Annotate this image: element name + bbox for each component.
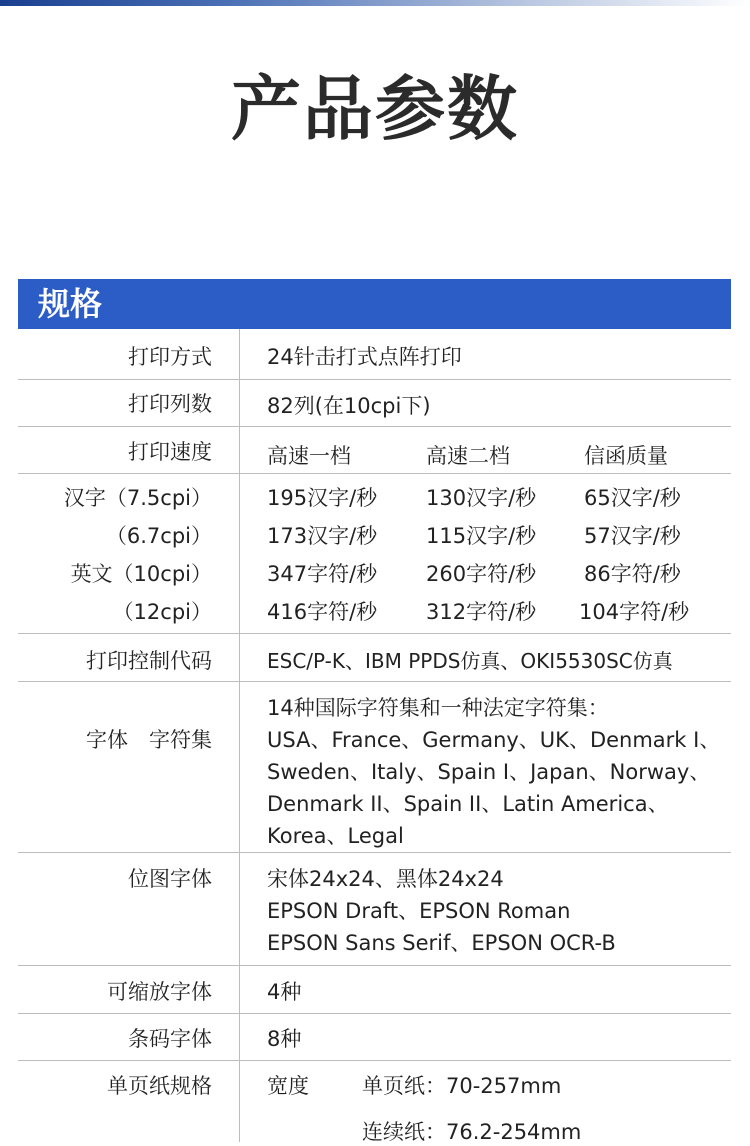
speed-value-cell: 195汉字/秒 <box>267 486 378 510</box>
page-title: 产品参数 <box>231 68 519 150</box>
row-label: 单页纸规格 <box>107 1074 212 1098</box>
charset-line: USA、France、Germany、UK、Denmark I、 <box>267 728 721 752</box>
row-sheet-paper <box>18 1061 731 1142</box>
row-bitmap-font <box>18 853 731 966</box>
row-print-method <box>18 329 731 380</box>
speed-sub-label: 汉字（7.5cpi） <box>63 486 212 510</box>
charset-line: Denmark II、Spain II、Latin America、 <box>267 792 669 816</box>
sheet-paper-sub-label: 宽度 <box>267 1074 309 1098</box>
bitmap-font-line: EPSON Draft、EPSON Roman <box>267 899 571 923</box>
row-label: 条码字体 <box>128 1027 212 1051</box>
speed-value-cell: 104字符/秒 <box>579 600 690 624</box>
speed-sub-label: 英文（10cpi） <box>70 562 212 586</box>
speed-value-cell: 416字符/秒 <box>267 600 378 624</box>
speed-value-cell: 115汉字/秒 <box>426 524 537 548</box>
row-value: 8种 <box>267 1027 302 1051</box>
speed-sub-label: （12cpi） <box>112 600 212 624</box>
speed-value-cell: 130汉字/秒 <box>426 486 537 510</box>
row-scalable-font <box>18 966 731 1014</box>
speed-header-cell: 高速二档 <box>426 444 510 468</box>
row-label: 位图字体 <box>128 867 212 891</box>
speed-value-cell: 86字符/秒 <box>584 562 681 586</box>
row-value: ESC/P-K、IBM PPDS仿真、OKI5530SC仿真 <box>267 649 673 673</box>
speed-value-cell: 347字符/秒 <box>267 562 378 586</box>
section-title: 规格 <box>38 285 103 323</box>
row-value: 4种 <box>267 980 302 1004</box>
section-header <box>18 279 731 329</box>
row-print-speed-header <box>18 427 731 474</box>
speed-header-cell: 信函质量 <box>584 444 668 468</box>
row-print-columns <box>18 380 731 427</box>
bitmap-font-line: EPSON Sans Serif、EPSON OCR-B <box>267 931 616 955</box>
speed-header-cell: 高速一档 <box>267 444 351 468</box>
row-print-speed-values <box>18 474 731 634</box>
row-value: 82列(在10cpi下) <box>267 394 431 418</box>
speed-value-cell: 312字符/秒 <box>426 600 537 624</box>
row-label: 字体 字符集 <box>86 728 212 752</box>
row-control-code <box>18 634 731 682</box>
speed-value-cell: 260字符/秒 <box>426 562 537 586</box>
speed-value-cell: 65汉字/秒 <box>584 486 681 510</box>
row-label: 可缩放字体 <box>107 980 212 1004</box>
charset-line: Korea、Legal <box>267 824 404 848</box>
speed-value-cell: 57汉字/秒 <box>584 524 681 548</box>
top-accent-bar <box>0 0 750 6</box>
row-label: 打印列数 <box>128 392 212 416</box>
row-barcode-font <box>18 1014 731 1061</box>
row-label: 打印控制代码 <box>86 649 212 673</box>
row-label: 打印方式 <box>128 345 212 369</box>
row-charset <box>18 682 731 853</box>
charset-line: 14种国际字符集和一种法定字符集： <box>267 696 609 720</box>
bitmap-font-line: 宋体24x24、黑体24x24 <box>267 867 504 891</box>
row-value: 24针击打式点阵打印 <box>267 345 462 369</box>
speed-sub-label: （6.7cpi） <box>105 524 212 548</box>
speed-value-cell: 173汉字/秒 <box>267 524 378 548</box>
sheet-paper-line: 连续纸：76.2-254mm <box>362 1120 582 1144</box>
row-label: 打印速度 <box>128 440 212 464</box>
charset-line: Sweden、Italy、Spain I、Japan、Norway、 <box>267 760 711 784</box>
sheet-paper-line: 单页纸：70-257mm <box>362 1074 562 1098</box>
